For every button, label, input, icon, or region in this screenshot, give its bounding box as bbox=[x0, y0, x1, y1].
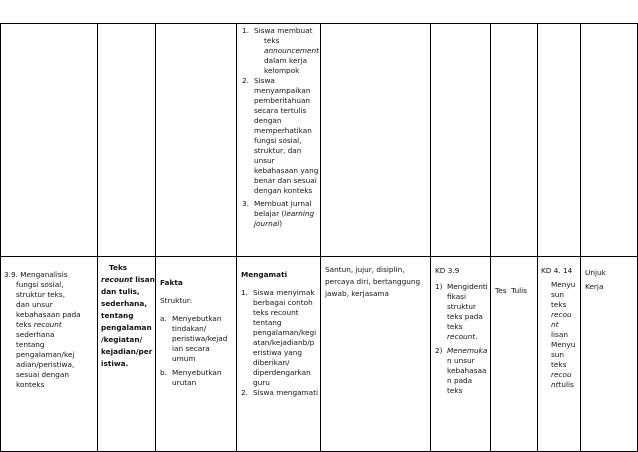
col-line-3 bbox=[236, 23, 237, 452]
activity-item-1: 1. Siswa membuat teks announcement dalam kerja kelompok bbox=[242, 26, 320, 75]
activity-item-2: 2. Siswa menyampaikan pemberitahuan secara tertulis dengan memperhatikan fungsi sosial, struktur, dan unsur kebahasaan yang benar dan sesuai dengan konteks bbox=[242, 76, 319, 195]
kd-cell: 3.9. Menganalisis fungsi sosial, struktur teks, dan unsur kebahasaan pada teks recount sederhana tentang pengalaman/kej adian/peristiwa, sesuai dengan konteks bbox=[4, 270, 81, 389]
indikator-cell: KD 3.9 1) Mengidenti fikasi struktur teks pada teks recount. 2) Menemuka n unsur kebahasaa n pada teks bbox=[435, 266, 488, 395]
fakta-cell: Fakta Struktur: a. Menyebutkan tindakan/ peristiwa/kejad ian secara umum b. Menyebutkan urutan bbox=[160, 278, 228, 387]
table-border-top bbox=[0, 23, 638, 24]
col-line-2 bbox=[155, 23, 156, 452]
col-line-6 bbox=[490, 23, 491, 452]
kd4-cell: KD 4. 14 Menyu sun teks recou nt lisan Menyu sun teks recou nttulis bbox=[541, 266, 576, 389]
karakter-cell: Santun, jujur, disiplin, percaya diri, bertanggung jawab, kerjasama bbox=[325, 265, 421, 298]
col-line-5 bbox=[430, 23, 431, 452]
materi-cell: Teks recount lisan dan tulis, sederhana, tentang pengalaman /kegiatan/ kejadian/per istiwa. bbox=[101, 263, 155, 368]
col-line-0 bbox=[0, 23, 1, 452]
col-line-1 bbox=[97, 23, 98, 452]
top-activity-cell bbox=[242, 26, 320, 229]
penilaian-cell: Tes Tulis bbox=[495, 286, 527, 295]
col-line-7 bbox=[537, 23, 538, 452]
bentuk-cell: Unjuk Kerja bbox=[585, 268, 606, 291]
kegiatan-cell: Mengamati 1. Siswa menyimak berbagai contoh teks recount tentang pengalaman/kegi atan/kejadianb/p eristiwa yang diberikan/ diperdengarkan guru 2. Siswa mengamati bbox=[241, 270, 319, 397]
col-line-8 bbox=[580, 23, 581, 452]
row-divider bbox=[0, 256, 638, 257]
activity-item-3: 3. Membuat jurnal belajar (learning journal) bbox=[242, 199, 315, 228]
